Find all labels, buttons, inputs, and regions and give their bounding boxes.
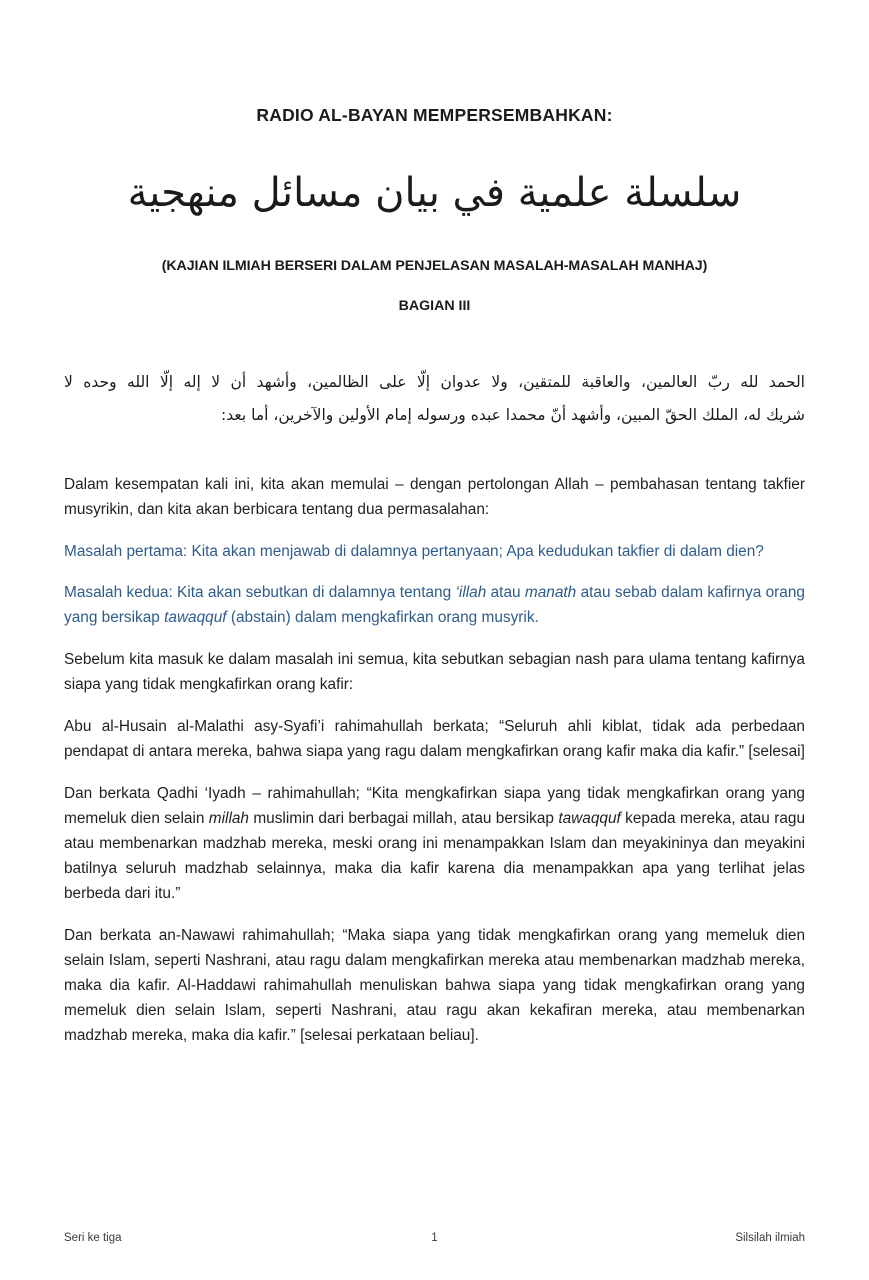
page-title: RADIO AL-BAYAN MEMPERSEMBAHKAN: — [256, 105, 613, 125]
document-body — [64, 433, 805, 1049]
footer-right-label: Silsilah ilmiah — [735, 1232, 805, 1244]
paragraph-sebelum-kita-masuk: Sebelum kita masuk ke dalam masalah ini semua, kita sebutkan sebagian nash para ulama tentang kafirnya siapa yang tidak mengkafirkan orang kafir: — [64, 651, 805, 694]
qadhi-segment-3: kepada mereka, atau ragu atau membenarkan madzhab mereka, meski orang ini menampakkan Islam dan meyakininya dan meyakini batilnya seluruh madzhab selainnya, maka dia kafir karena dia menampakkan apa yang terlihat jelas berbeda dari itu.” — [64, 810, 806, 903]
qadhi-segment-2: muslimin dari berbagai millah, atau bersikap — [249, 810, 559, 828]
term-tawaqquf-2: tawaqquf — [558, 810, 621, 828]
page-footer — [64, 1232, 805, 1244]
paragraph-masalah-kedua — [64, 581, 805, 631]
masalah-kedua-segment-3: atau sebab dalam kafirnya orang yang bersikap — [64, 584, 805, 627]
term-millah: millah — [208, 810, 249, 828]
arabic-series-title: سلسلة علمية في بيان مسائل منهجية — [127, 170, 742, 216]
document-subtitle: (KAJIAN ILMIAH BERSERI DALAM PENJELASAN MASALAH-MASALAH MANHAJ) — [161, 258, 708, 274]
term-illah: ‘illah — [455, 584, 487, 602]
arabic-intro-line-1: الحمد لله ربّ العالمين، والعاقبة للمتقين، ولا عدوان إلّا على الظالمين، وأشهد أن لا إله إلّا الله وحده لا — [64, 373, 805, 391]
paragraph-al-malathi-quote: Abu al-Husain al-Malathi asy-Syafi’i rahimahullah berkata; “Seluruh ahli kiblat, tidak ada perbedaan pendapat di antara mereka, bahwa siapa yang ragu dalam mengkafirkan orang kafir maka dia kafir.” [selesai] — [64, 718, 805, 761]
term-manath: manath — [524, 584, 577, 602]
arabic-introduction — [64, 314, 805, 433]
paragraph-qadhi-iyadh-quote — [64, 782, 805, 907]
qadhi-segment-1: Dan berkata Qadhi ‘Iyadh – rahimahullah; “Kita mengkafirkan siapa yang tidak mengkafirkan orang yang memeluk dien selain — [64, 785, 805, 828]
masalah-kedua-segment-2: atau — [486, 584, 525, 602]
document-part-label: BAGIAN III — [398, 298, 471, 314]
footer-page-number: 1 — [431, 1232, 438, 1244]
paragraph-intro: Dalam kesempatan kali ini, kita akan memulai – dengan pertolongan Allah – pembahasan tentang takfier musyrikin, dan kita akan berbicara tentang dua permasalahan: — [64, 475, 805, 518]
paragraph-an-nawawi-quote: Dan berkata an-Nawawi rahimahullah; “Maka siapa yang tidak mengkafirkan orang yang memeluk dien selain Islam, seperti Nashrani, atau ragu dalam mengkafirkan mereka atau membenarkan madzhab mereka, maka dia kafir. Al-Haddawi rahimahullah menuliskan bahwa siapa yang tidak mengkafirkan orang yang memeluk dien selain Islam, seperti Nashrani, atau ragu akan kekafiran mereka, atau membenarkan madzhab mereka, maka dia kafir.” [selesai perkataan beliau]. — [64, 926, 805, 1044]
masalah-kedua-segment-1: Masalah kedua: Kita akan sebutkan di dalamnya tentang — [64, 584, 456, 602]
arabic-intro-line-2: شريك له، الملك الحقّ المبين، وأشهد أنّ محمدا عبده ورسوله إمام الأولين والآخرين، أما بعد: — [221, 406, 805, 425]
footer-left-label: Seri ke tiga — [64, 1232, 122, 1244]
masalah-kedua-segment-4: (abstain) dalam mengkafirkan orang musyrik. — [226, 609, 539, 627]
paragraph-masalah-pertama: Masalah pertama: Kita akan menjawab di dalamnya pertanyaan; Apa kedudukan takfier di dalam dien? — [64, 542, 764, 560]
term-tawaqquf: tawaqquf — [164, 609, 227, 627]
